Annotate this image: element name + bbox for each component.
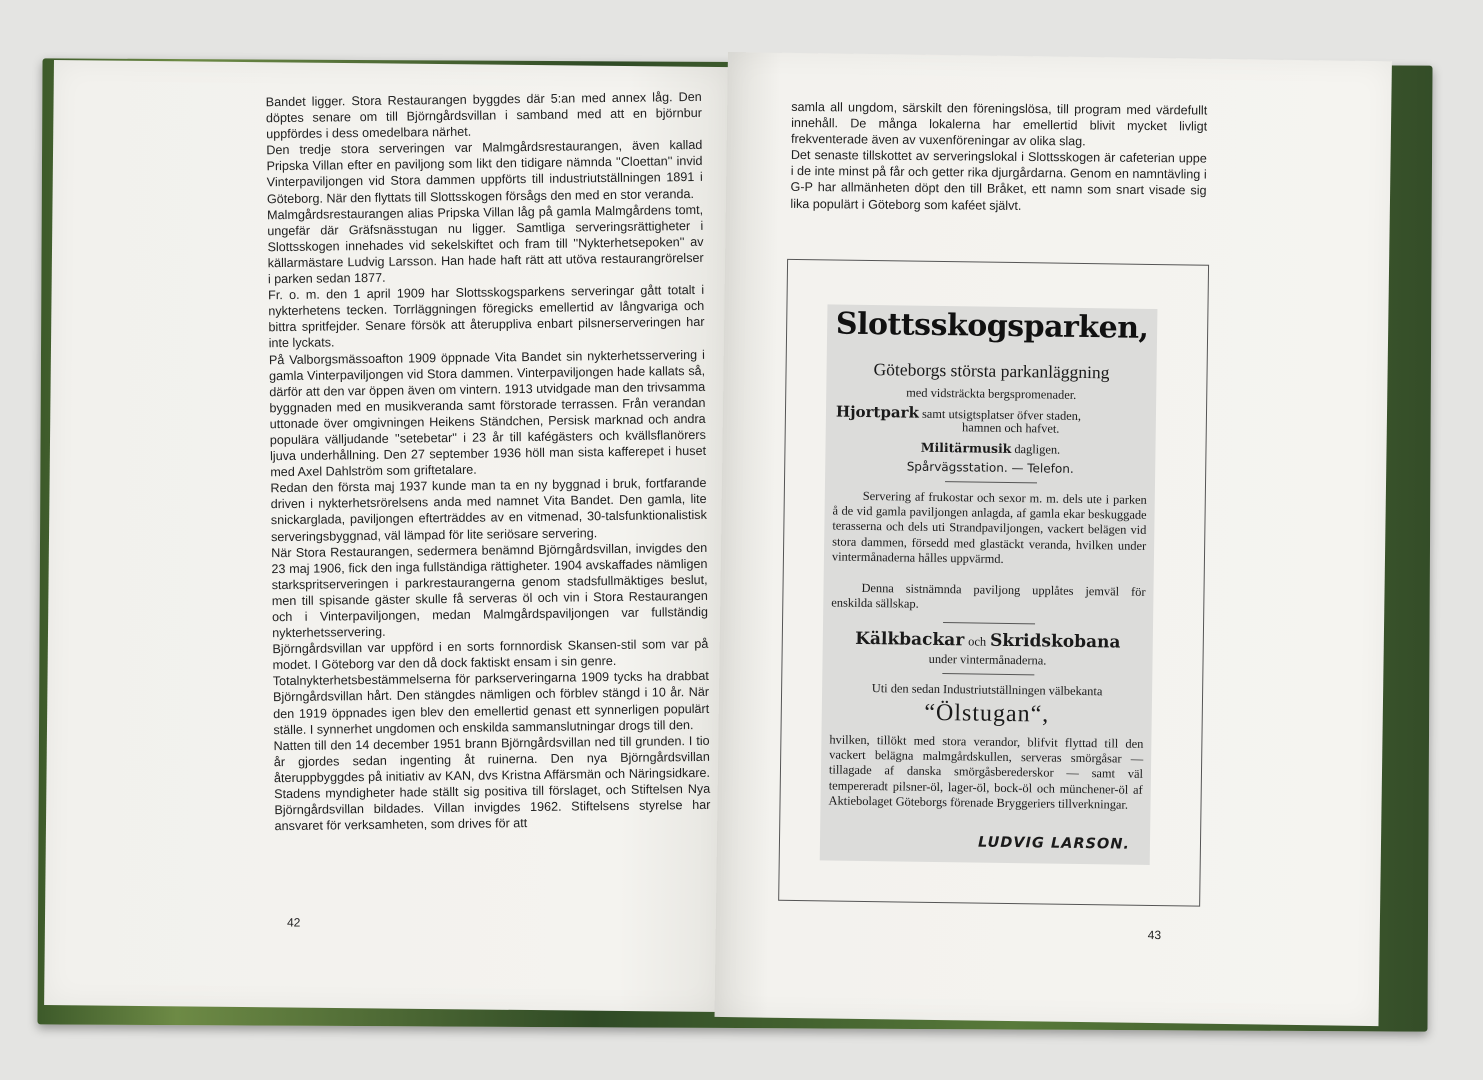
ad-line: hamnen och hafvet. — [961, 420, 1060, 436]
advertisement — [820, 304, 1158, 865]
ad-line — [825, 438, 1155, 459]
ad-divider — [942, 673, 1034, 675]
right-page-text — [790, 99, 1207, 215]
ad-pavilion-paragraph: Denna sistnämnda paviljong upplåtes jemväl för enskilda sällskap. — [831, 580, 1146, 611]
ad-line: under vintermånaderna. — [928, 651, 1047, 668]
advertisement-frame — [778, 259, 1209, 907]
right-page — [715, 52, 1392, 1026]
ad-line: Spårvägsstation. — Telefon. — [906, 459, 1074, 476]
ad-divider — [945, 481, 1037, 483]
ad-hjortpark: Hjortpark — [835, 402, 920, 422]
paragraph: Det senaste tillskottet av serveringslokal i Slottsskogen är cafeterian uppe i de inte minst på får och getter rika djurgårdarna. Genom en namntävling i G-P har allmänheten döpt den till Bråket, ett namn som snart visade sig lika populärt i Göteborg som kaféet självt. — [790, 148, 1207, 213]
ad-line — [823, 628, 1153, 653]
ad-signature: LUDVIG LARSON. — [977, 834, 1131, 853]
paragraph: Den tredje stora serveringen var Malmgårdsrestaurangen, även kallad Pripska Villan efter en paviljong som likt den tidigare nämnda ''Cloettan'' invid Vinterpaviljongen vid Stora dammen uppförts till industriutställningen 1891 i Göteborg. När den flyttats till Slottsskogen försågs den med en stor veranda. — [266, 138, 703, 206]
paragraph: När Stora Restaurangen, sedermera benämnd Björngårdsvillan, invigdes den 23 maj 1906, fick den inga fullständiga rättigheter. 1904 avskaffades nämligen starkspritserveringen i parkrestaurangerna genom stadsfullmäktiges beslut, men till spisande gäster skulle få serveras öl och vin i Stora Restaurangen och i Vinterpaviljongen, medan Malmgårdspaviljongen var fullständig nykterhetsservering. — [271, 540, 709, 641]
ad-militar-rest: dagligen. — [1014, 442, 1061, 457]
ad-divider — [943, 622, 1035, 624]
paragraph: Bandet ligger. Stora Restaurangen byggdes där 5:an med annex låg. Den döptes senare om till Björngårdsvillan i samband med att en björnbur uppfördes i dess omedelbara närhet. — [265, 89, 703, 142]
ad-olstugan-paragraph: hvilken, tillökt med stora verandor, blifvit flyttad till den vackert belägna malmgårdskullen, serveras smörgåsar — tillagade af danska smörgåsberederskor — samt väl tempereradt pilsner-öl, lager-öl, bock-öl och münchener-öl af Aktiebolaget Göteborgs förenade Bryggeriers tillverkningar. — [828, 732, 1144, 812]
left-page-text — [266, 89, 711, 835]
ad-line: Uti den sedan Industriutställningen välbekanta — [871, 681, 1103, 699]
paragraph: Fr. o. m. den 1 april 1909 har Slottsskogsparkens serveringar gått totalt i nykterhetens tecken. Torrläggningen föregicks emellertid av långvariga och bittra spritfejder. Senare försök att återuppliva enbart pilsnerserveringen har inte lyckats. — [268, 283, 705, 351]
ad-subtitle: Göteborgs största parkanläggning — [873, 359, 1110, 383]
ad-servering-paragraph: Servering af frukostar och sexor m. m. dels ute i parken å de vid gamla paviljongen anlagda, af gamla ekar beskuggade terasserna och dels uti Strandpaviljongen, vackert belägen vid stora dammen, försedd med glastäckt veranda, hvilken under vintermånaderna hålles uppvärmd. — [831, 488, 1147, 566]
page-number-left: 42 — [286, 915, 301, 930]
paragraph: samla all ungdom, särskilt den föreningslösa, till program med värdefullt innehåll. De många lokalerna har emellertid blivit mycket livligt frekventerade även av vuxenföreningar av olika slag. — [790, 99, 1208, 149]
left-page — [44, 60, 730, 1012]
paragraph: Totalnykterhetsbestämmelserna för parkserveringarna 1909 tycks ha drabbat Björngårdsvillan hårt. Den stängdes nämligen och förblev stängd i 10 år. När den 1919 öppnades igen blev den emellertid genast ett synnerligen populärt ställe. I synnerhet ungdomen och enskilda sammanslutningar drogs till den. — [272, 669, 710, 737]
ad-line: med vidsträckta bergspromenader. — [906, 385, 1077, 402]
ad-olstugan: “Ölstugan“, — [924, 699, 1050, 728]
paragraph: På Valborgsmässoafton 1909 öppnade Vita Bandet sin nykterhetsservering i gamla Vinterpaviljongen vid Stora dammen. Vinterpaviljongen hade kallats så, därför att den var öppen även om vintern. 1913 utvidgade man den trivsamma byggnaden med en musikveranda samt förstorade terrassen. Från verandan uttonade över omgivningen Heikens Ständchen, Persisk marknad och andra populära välljudande ''setebetar'' i 23 år till kafégästers och kvällsflanörers ljuva underhållning. Den 27 september 1936 höll man sista kafferepet i huset med Axel Dahlström som griftetalare. — [268, 347, 707, 480]
ad-hjortpark-rest: samt utsigtsplatser öfver staden, — [921, 406, 1082, 423]
paragraph: Malmgårdsrestaurangen alias Pripska Villan låg på gamla Malmgårdens tomt, ungefär där Gräfsnässtugan nu ligger. Samtliga serveringsrättigheter i Slottsskogen innehades vid sekelskiftet och fram till ''Nykterhetsepoken'' av källarmästare Ludvig Larsson. Han hade haft rätt att utöva restaurangrörelser i parken sedan 1877. — [267, 202, 704, 287]
ad-title: Slottsskogsparken, — [835, 306, 1149, 346]
paragraph: Natten till den 14 december 1951 brann Björngårdsvillan ned till grunden. I tio år gjordes sedan ingenting åt ruinerna. Den nya Björngårdsvillan återuppbyggdes på initiativ av KAN, dvs Kristna Affärsmän och Näringsidkare. Stadens myndigheter hade ställt sig positiva till förslaget, och Stiftelsen Nya Björngårdsvillan bildades. Villan invigdes 1962. Stiftelsens styrelse har ansvaret för verksamheten, som drives för att — [273, 733, 711, 834]
ad-skridskobana: Skridskobana — [989, 630, 1121, 653]
ad-och: och — [968, 634, 987, 649]
paragraph: Björngårdsvillan var uppförd i en sorts fornnordisk Skansen-stil som var på modet. I Göteborg var den då dock faktiskt ensam i sin genre. — [272, 637, 709, 673]
ad-militarmusik: Militärmusik — [920, 439, 1012, 456]
ad-kalkbackar: Kälkbackar — [855, 628, 965, 651]
paragraph: Redan den första maj 1937 kunde man ta en ny byggnad i bruk, fortfarande driven i nykterhetsrörelsens anda med namnet Vita Bandet. Den gamla, lite snickarglada, paviljongen efterträddes av en vitmenad, 30-talsfunktionalistisk serveringsbyggnad, väl lämpad för lite seriösare servering. — [270, 476, 707, 544]
page-number-right: 43 — [1147, 927, 1162, 943]
